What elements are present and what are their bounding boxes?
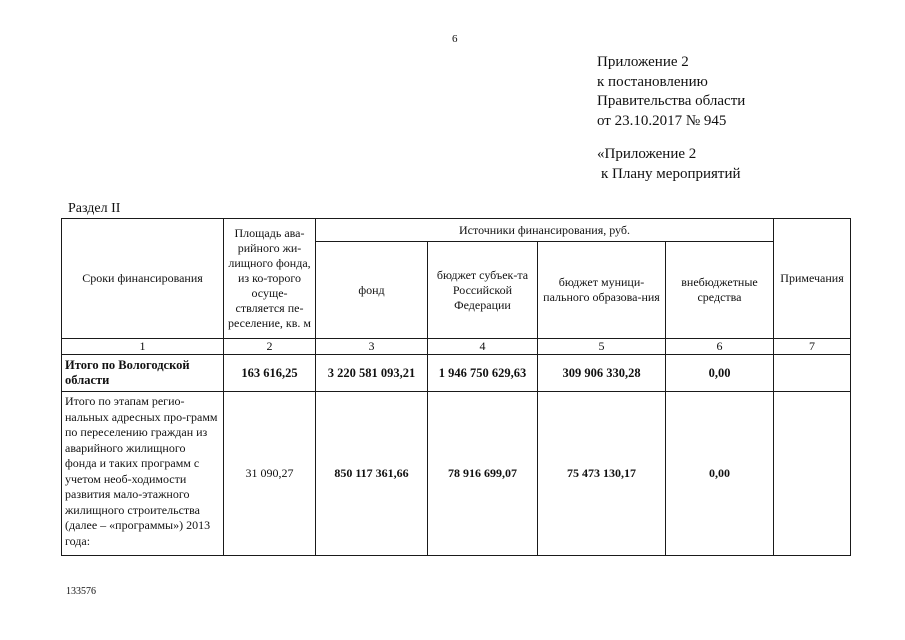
header-region-budget: бюджет субъек-та Российской Федерации [428, 242, 538, 339]
table-row [62, 355, 851, 392]
appendix-title: Приложение 2 [597, 54, 689, 70]
appendix-date-number: от 23.10.2017 № 945 [597, 112, 727, 129]
header-extra-budget: внебюджетные средства [666, 242, 774, 339]
cell-region-budget: 1 946 750 629,63 [428, 355, 538, 392]
appendix-quoted-title: «Приложение 2 [597, 146, 697, 162]
column-number: 4 [428, 339, 538, 355]
header-period: Сроки финансирования [62, 219, 224, 339]
section-label: Раздел II [68, 201, 121, 216]
column-number: 5 [538, 339, 666, 355]
header-sources: Источники финансирования, руб. [316, 219, 774, 242]
document-code: 133576 [66, 586, 96, 597]
header-notes: Примечания [774, 219, 851, 339]
column-numbers-row [62, 339, 851, 355]
cell-area: 31 090,27 [224, 392, 316, 556]
column-number: 1 [62, 339, 224, 355]
row-label: Итого по Вологодской области [62, 355, 224, 392]
table-row [62, 392, 851, 556]
header-municipal-budget: бюджет муници-пального образова-ния [538, 242, 666, 339]
header-area: Площадь ава-рийного жи-лищного фонда, из ко-торого осуще-ствляется пе-реселение, кв. м [224, 219, 316, 339]
page-number: 6 [452, 33, 458, 45]
column-number: 3 [316, 339, 428, 355]
cell-region-budget: 78 916 699,07 [428, 392, 538, 556]
row-label: Итого по этапам регио-нальных адресных про-грамм по переселению граждан из аварийного жилищного фонда и таких программ с учетом необ-ходимости развития мало-этажного жилищного строительства (далее – «программы») 2013 года: [62, 392, 224, 556]
cell-notes [774, 392, 851, 556]
column-number: 6 [666, 339, 774, 355]
appendix-header [597, 53, 745, 184]
financing-table [61, 218, 851, 556]
appendix-government: Правительства области [597, 93, 746, 109]
header-fund: фонд [316, 242, 428, 339]
cell-fund: 3 220 581 093,21 [316, 355, 428, 392]
appendix-to-decree: к постановлению [597, 73, 708, 90]
column-number: 2 [224, 339, 316, 355]
appendix-to-plan: к Плану мероприятий [601, 165, 741, 182]
cell-area: 163 616,25 [224, 355, 316, 392]
cell-extra-budget: 0,00 [666, 355, 774, 392]
column-number: 7 [774, 339, 851, 355]
cell-fund: 850 117 361,66 [316, 392, 428, 556]
cell-municipal-budget: 309 906 330,28 [538, 355, 666, 392]
cell-municipal-budget: 75 473 130,17 [538, 392, 666, 556]
cell-extra-budget: 0,00 [666, 392, 774, 556]
cell-notes [774, 355, 851, 392]
